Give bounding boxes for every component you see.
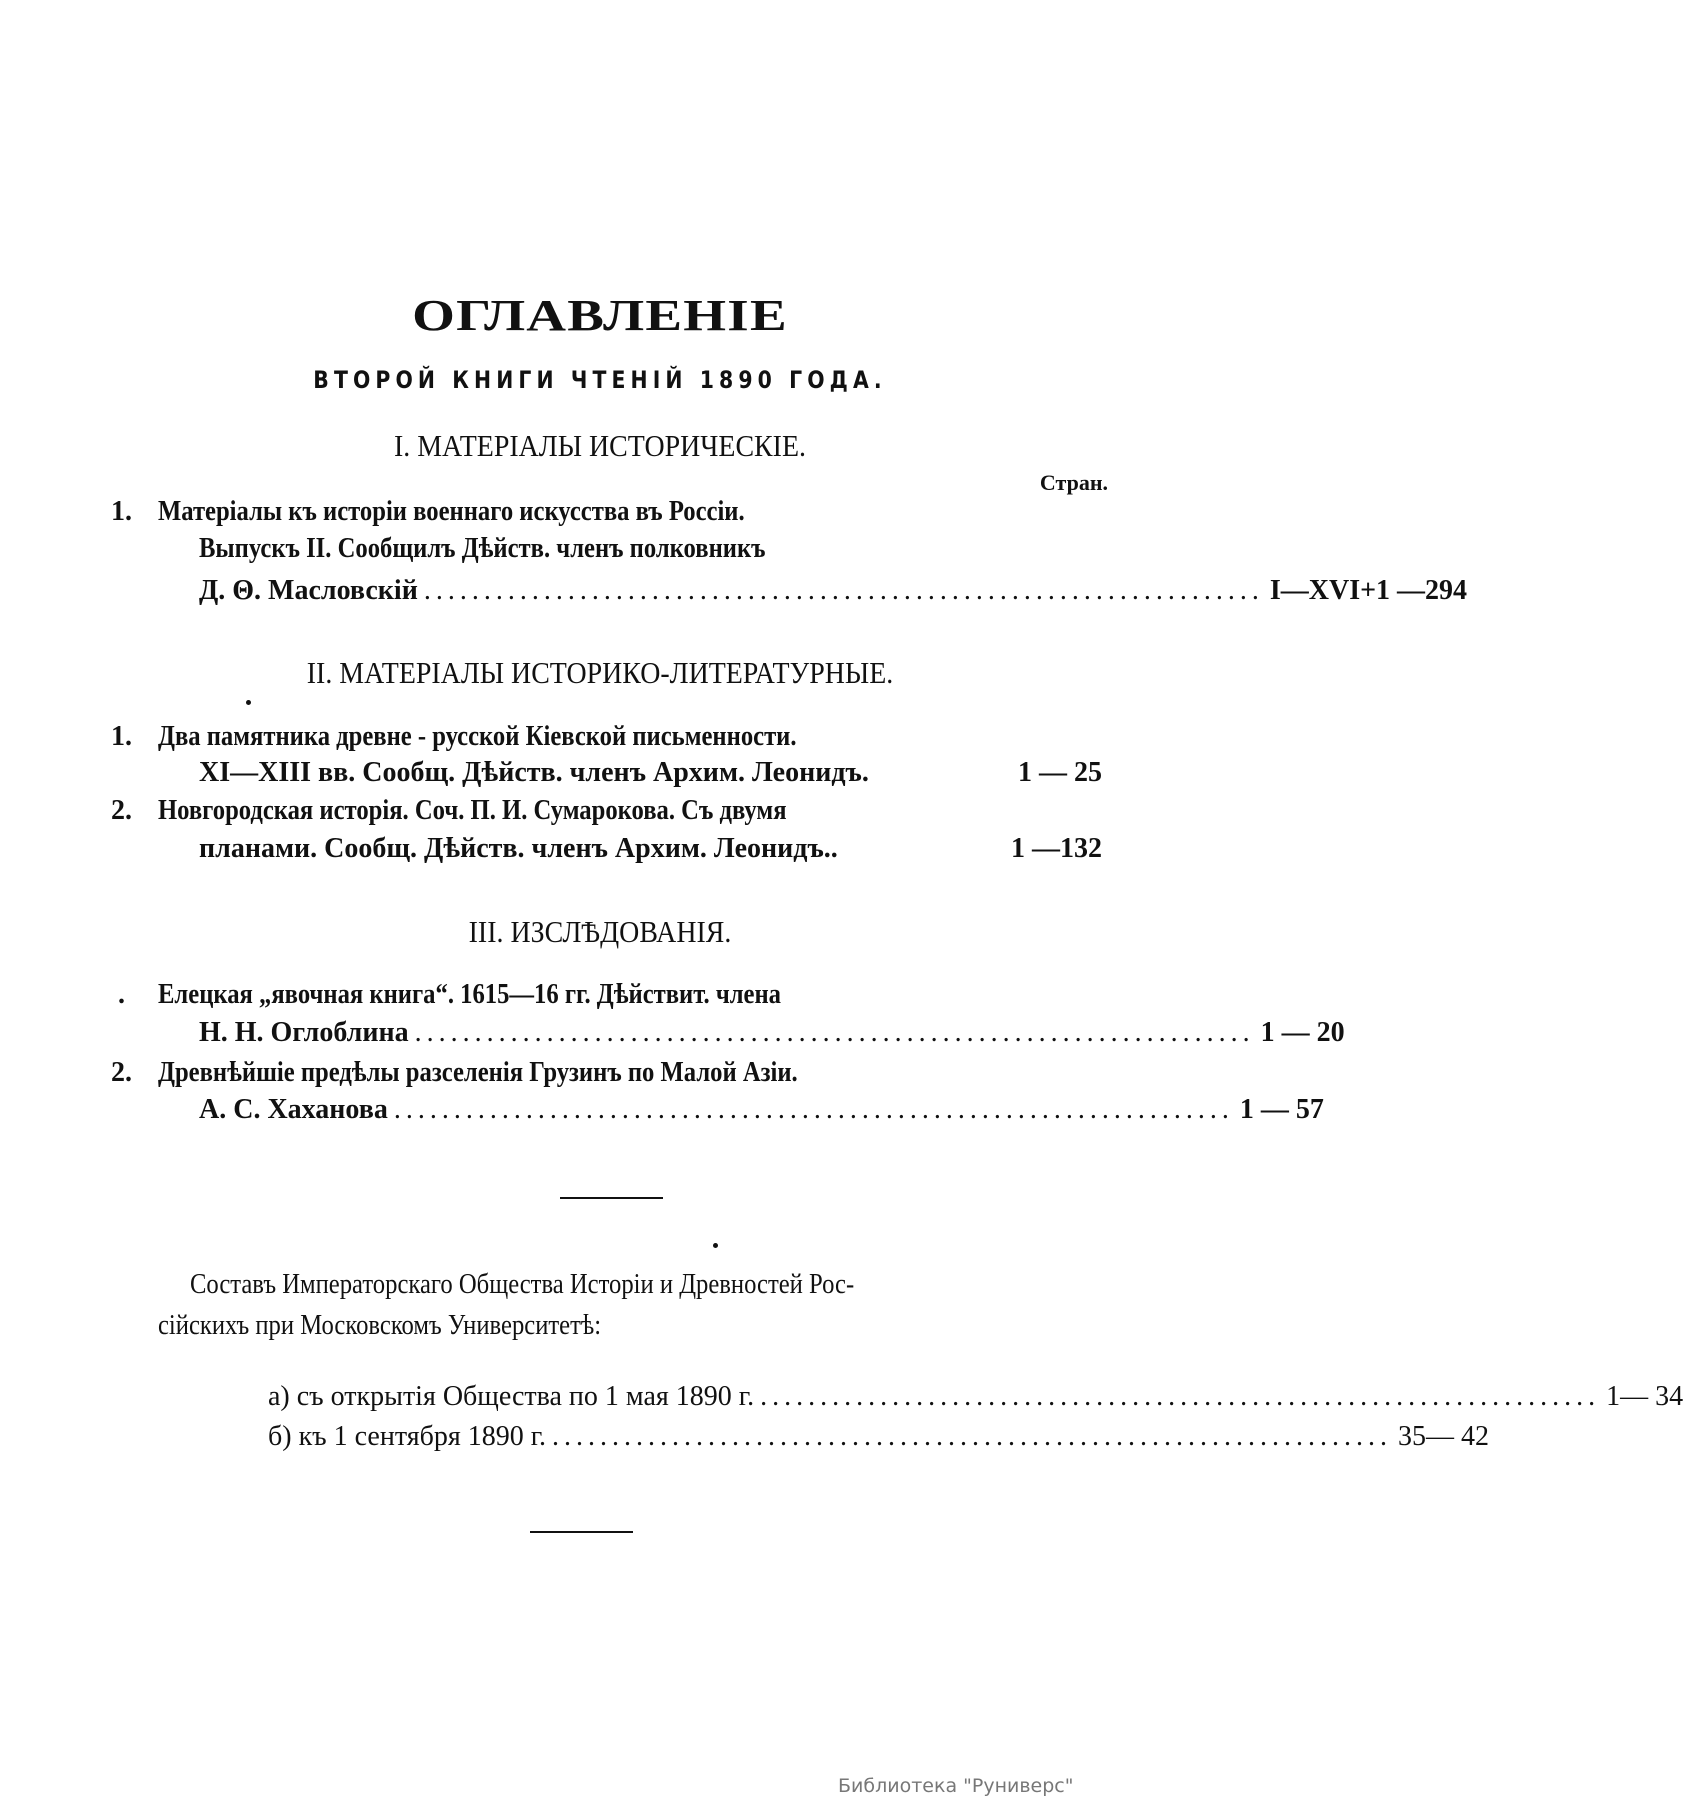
dot-leader: ......................................................................: [760, 1381, 1601, 1412]
entry-line: Матеріалы къ исторіи военнаго искусства въ Россіи.: [158, 496, 745, 527]
toc-entry-row: [199, 575, 1468, 607]
page-range: I—XVI+1 —294: [1269, 575, 1468, 606]
page-range: 1 —132: [1011, 833, 1102, 864]
entry-line: Два памятника древне - русской Кіевской письменности.: [158, 721, 797, 752]
library-watermark: Библиотека "Руниверс": [838, 1775, 1074, 1797]
entry-number: 1.: [111, 496, 132, 527]
entry-line: Елецкая „явочная книга“. 1615—16 гг. Дѣйствит. члена: [158, 979, 782, 1010]
entry-line: Древнѣйшіе предѣлы разселенія Грузинъ по Малой Азіи.: [158, 1057, 798, 1088]
dot-leader: ......................................................................: [552, 1421, 1393, 1452]
section-heading-2: II. МАТЕРІАЛЫ ИСТОРИКО-ЛИТЕРАТУРНЫЕ.: [306, 655, 894, 690]
toc-entry-row: [199, 1094, 1324, 1126]
separator-rule: [560, 1197, 663, 1199]
entry-line: Д. Θ. Масловскій: [199, 575, 418, 606]
entry-line: Новгородская исторія. Соч. П. И. Сумарокова. Съ двумя: [158, 795, 787, 826]
page-title: ОГЛАВЛЕНІЕ: [412, 291, 788, 340]
page-range: 35— 42: [1398, 1421, 1490, 1452]
page-range: 1 — 57: [1239, 1094, 1324, 1125]
print-speck: [246, 700, 251, 705]
separator-rule: [530, 1531, 633, 1533]
entry-number: .: [118, 979, 125, 1010]
dot-leader: ......................................................................: [423, 575, 1264, 606]
entry-line: XI—XIII вв. Сообщ. Дѣйств. членъ Архим. Леонидъ.: [199, 757, 869, 788]
appendix-line: сійскихъ при Московскомъ Университетѣ:: [158, 1310, 602, 1341]
appendix-item-label: а) съ открытія Общества по 1 мая 1890 г.: [268, 1381, 755, 1412]
entry-number: 2.: [111, 1057, 132, 1088]
toc-entry-row: [199, 757, 1102, 789]
entry-number: 2.: [111, 795, 132, 826]
pages-column-header: Стран.: [1039, 470, 1108, 495]
page-range: 1— 34: [1606, 1381, 1683, 1412]
page-subtitle: ВТОРОЙ КНИГИ ЧТЕНІЙ 1890 ГОДА.: [313, 366, 887, 394]
page-range: 1 — 25: [1018, 757, 1102, 788]
section-heading-1: I. МАТЕРІАЛЫ ИСТОРИЧЕСКІЕ.: [394, 428, 806, 463]
appendix-line: Составъ Императорскаго Общества Исторіи и Древностей Рос-: [190, 1269, 855, 1300]
entry-line: Н. Н. Оглоблина: [199, 1017, 409, 1048]
toc-entry-row: [199, 1017, 1345, 1049]
toc-entry-row: [199, 833, 1102, 865]
entry-line: А. С. Хаханова: [199, 1094, 388, 1125]
print-speck: [713, 1243, 718, 1248]
section-heading-3: III. ИЗСЛѢДОВАНІЯ.: [468, 914, 732, 949]
appendix-item-label: б) къ 1 сентября 1890 г.: [268, 1421, 547, 1452]
entry-line: планами. Сообщ. Дѣйств. членъ Архим. Леонидъ..: [199, 833, 838, 864]
entry-number: 1.: [111, 721, 132, 752]
appendix-item: [268, 1381, 1683, 1413]
dot-leader: ......................................................................: [393, 1094, 1234, 1125]
dot-leader: ......................................................................: [414, 1017, 1255, 1048]
page-range: 1 — 20: [1260, 1017, 1345, 1048]
entry-line: Выпускъ II. Сообщилъ Дѣйств. членъ полковникъ: [199, 533, 766, 564]
appendix-item: [268, 1421, 1490, 1453]
